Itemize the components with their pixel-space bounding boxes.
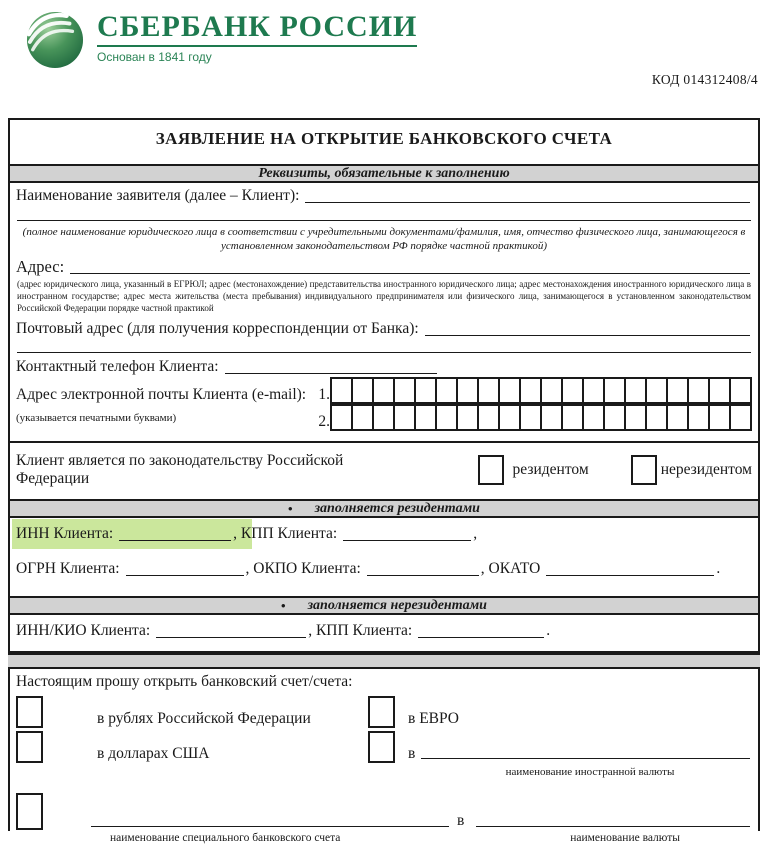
email-char-cell[interactable]	[456, 377, 479, 404]
inn-kpp-label: , КПП Клиента:	[233, 524, 338, 542]
email-char-cell[interactable]	[561, 404, 584, 431]
email-char-cell[interactable]	[624, 377, 647, 404]
email-char-cell[interactable]	[687, 404, 710, 431]
special-account-line[interactable]	[91, 823, 449, 827]
application-form	[8, 118, 760, 653]
email-cells-row-2	[330, 404, 752, 431]
phone-line[interactable]	[225, 370, 437, 374]
address-label: Адрес:	[16, 256, 65, 276]
email-char-cell[interactable]	[435, 404, 458, 431]
email-char-cell[interactable]	[729, 404, 752, 431]
email-char-cell[interactable]	[603, 377, 626, 404]
residency-row	[10, 443, 758, 499]
email-char-cell[interactable]	[603, 404, 626, 431]
applicant-name-note: (полное наименование юридического лица в соответствии с учредительными документами/фамилия, имя, отчество физического лица, занимающегося в установленном законодательством РФ порядке частной практикой)	[22, 226, 746, 253]
accounts-section	[8, 669, 760, 845]
form-title: ЗАЯВЛЕНИЕ НА ОТКРЫТИЕ БАНКОВСКОГО СЧЕТА	[155, 129, 613, 148]
email-row-1	[10, 377, 758, 404]
email-char-cell[interactable]	[582, 404, 605, 431]
eur-checkbox[interactable]	[368, 696, 395, 728]
email-char-cell[interactable]	[414, 404, 437, 431]
nonresident-checkbox[interactable]	[631, 455, 657, 485]
usd-checkbox[interactable]	[16, 731, 43, 763]
email-row-2-index: 2.	[318, 412, 330, 430]
sberbank-logo	[0, 0, 768, 69]
inn-kio-row	[10, 615, 758, 651]
email-char-cell[interactable]	[351, 377, 374, 404]
currency-connector: в	[457, 812, 465, 830]
section-header-required-label: Реквизиты, обязательные к заполнению	[258, 166, 510, 181]
address-row	[10, 256, 758, 277]
inn-kio-label: ИНН/КИО Клиента:	[16, 622, 151, 640]
special-account-note: наименование специального банковского счета	[110, 832, 341, 845]
email-char-cell[interactable]	[624, 404, 647, 431]
okato-line[interactable]	[546, 572, 714, 576]
other-currency-option	[368, 731, 752, 763]
email-char-cell[interactable]	[645, 377, 668, 404]
bullet-icon: •	[281, 598, 286, 614]
inn-kio-line[interactable]	[156, 634, 306, 638]
email-char-cell[interactable]	[540, 377, 563, 404]
special-account-checkbox[interactable]	[16, 793, 43, 830]
email-char-cell[interactable]	[540, 404, 563, 431]
ogrn-line[interactable]	[126, 572, 244, 576]
email-char-cell[interactable]	[519, 404, 542, 431]
email-char-cell[interactable]	[372, 377, 395, 404]
inn-row	[10, 518, 758, 546]
section-divider-bar	[8, 653, 760, 669]
email-char-cell[interactable]	[582, 377, 605, 404]
email-char-cell[interactable]	[330, 404, 353, 431]
currency-note: наименование валюты	[570, 832, 680, 845]
email-row-2	[10, 404, 758, 431]
section-header-residents	[10, 499, 758, 518]
email-char-cell[interactable]	[477, 377, 500, 404]
section-header-required	[10, 164, 758, 183]
email-char-cell[interactable]	[687, 377, 710, 404]
email-char-cell[interactable]	[456, 404, 479, 431]
email-char-cell[interactable]	[666, 404, 689, 431]
okato-label: , ОКАТО	[480, 560, 541, 578]
inn-kio-kpp-label: , КПП Клиента:	[308, 622, 413, 640]
email-char-cell[interactable]	[561, 377, 584, 404]
bullet-icon: •	[288, 500, 293, 516]
email-char-cell[interactable]	[435, 377, 458, 404]
currency-options	[10, 694, 758, 779]
email-char-cell[interactable]	[729, 377, 752, 404]
email-char-cell[interactable]	[498, 377, 521, 404]
open-account-request-label: Настоящим прошу открыть банковский счет/счета:	[16, 673, 353, 691]
email-char-cell[interactable]	[498, 404, 521, 431]
rub-label: в рублях Российской Федерации	[97, 710, 311, 728]
address-note: (адрес юридического лица, указанный в ЕГРЮЛ; адрес (местонахождение) представительства иностранного юридического лица; адрес местонахождения иностранного юридического лица в иностранном государстве; адрес места жительства (места пребывания) индивидуального предпринимателя или физического лица, занимающегося в установленном законодательством Российской Федерации порядке частной практикой	[17, 279, 751, 314]
section-header-nonresidents-label: заполняется нерезидентами	[307, 598, 487, 614]
email-char-cell[interactable]	[393, 377, 416, 404]
eur-option	[368, 696, 752, 728]
usd-label: в долларах США	[97, 745, 210, 763]
resident-checkbox[interactable]	[478, 455, 504, 485]
other-currency-note: наименование иностранной валюты	[505, 766, 675, 779]
postal-address-row	[10, 317, 758, 339]
logo-text-block	[97, 11, 417, 64]
email-char-cell[interactable]	[708, 377, 731, 404]
other-currency-line[interactable]	[421, 755, 750, 759]
special-account-row	[10, 779, 758, 830]
brand-tagline: Основан в 1841 году	[97, 49, 212, 64]
brand-rule	[97, 45, 417, 47]
postal-address-label: Почтовый адрес (для получения корреспонденции от Банка):	[16, 319, 419, 337]
email-char-cell[interactable]	[708, 404, 731, 431]
email-char-cell[interactable]	[351, 404, 374, 431]
inn-kio-kpp-suffix: .	[546, 622, 551, 640]
section-header-nonresidents	[10, 596, 758, 615]
section-header-residents-label: заполняется резидентами	[314, 500, 480, 516]
email-char-cell[interactable]	[645, 404, 668, 431]
other-currency-prefix: в	[408, 745, 416, 763]
sberbank-circle-icon	[26, 11, 84, 69]
email-char-cell[interactable]	[330, 377, 353, 404]
inn-label: ИНН Клиента:	[16, 524, 114, 542]
email-cells-row-1	[330, 377, 752, 404]
applicant-name-label: Наименование заявителя (далее – Клиент):	[16, 187, 300, 204]
applicant-name-row	[10, 183, 758, 206]
inn-kio-kpp-line[interactable]	[418, 634, 544, 638]
email-char-cell[interactable]	[519, 377, 542, 404]
email-char-cell[interactable]	[477, 404, 500, 431]
special-account-notes	[10, 830, 758, 846]
inn-line[interactable]	[119, 537, 231, 541]
applicant-name-line[interactable]	[305, 199, 750, 203]
inn-kpp-line[interactable]	[343, 537, 471, 541]
phone-row	[10, 353, 758, 377]
rub-checkbox[interactable]	[16, 696, 43, 728]
other-currency-checkbox[interactable]	[368, 731, 395, 763]
page-header	[0, 0, 768, 118]
nonresident-option-label: нерезидентом	[660, 460, 752, 478]
email-row-1-index: 1.	[318, 385, 330, 403]
email-note: (указывается печатными буквами)	[16, 411, 177, 424]
email-char-cell[interactable]	[414, 377, 437, 404]
postal-address-line[interactable]	[425, 332, 750, 336]
email-char-cell[interactable]	[666, 377, 689, 404]
eur-label: в ЕВРО	[408, 710, 460, 728]
okpo-label: , ОКПО Клиента:	[245, 560, 361, 578]
address-line[interactable]	[70, 270, 750, 274]
ogrn-label: ОГРН Клиента:	[16, 560, 120, 578]
resident-option-label: резидентом	[512, 460, 589, 478]
brand-name: СБЕРБАНК РОССИИ	[97, 10, 418, 43]
currency-line[interactable]	[476, 823, 750, 827]
document-code: КОД 014312408/4	[651, 72, 758, 87]
applicant-name-line-2[interactable]	[17, 206, 751, 221]
usd-option	[16, 731, 368, 763]
email-label: Адрес электронной почты Клиента (e-mail):	[16, 385, 307, 403]
ogrn-row	[10, 546, 758, 583]
okato-suffix: .	[716, 560, 721, 578]
postal-address-line-2[interactable]	[17, 339, 751, 353]
phone-label: Контактный телефон Клиента:	[16, 357, 219, 375]
inn-kpp-suffix: ,	[473, 524, 478, 542]
residency-label: Клиент является по законодательству Российской Федерации	[16, 451, 344, 487]
rub-option	[16, 696, 368, 728]
email-char-cell[interactable]	[393, 404, 416, 431]
okpo-line[interactable]	[367, 572, 479, 576]
email-char-cell[interactable]	[372, 404, 395, 431]
